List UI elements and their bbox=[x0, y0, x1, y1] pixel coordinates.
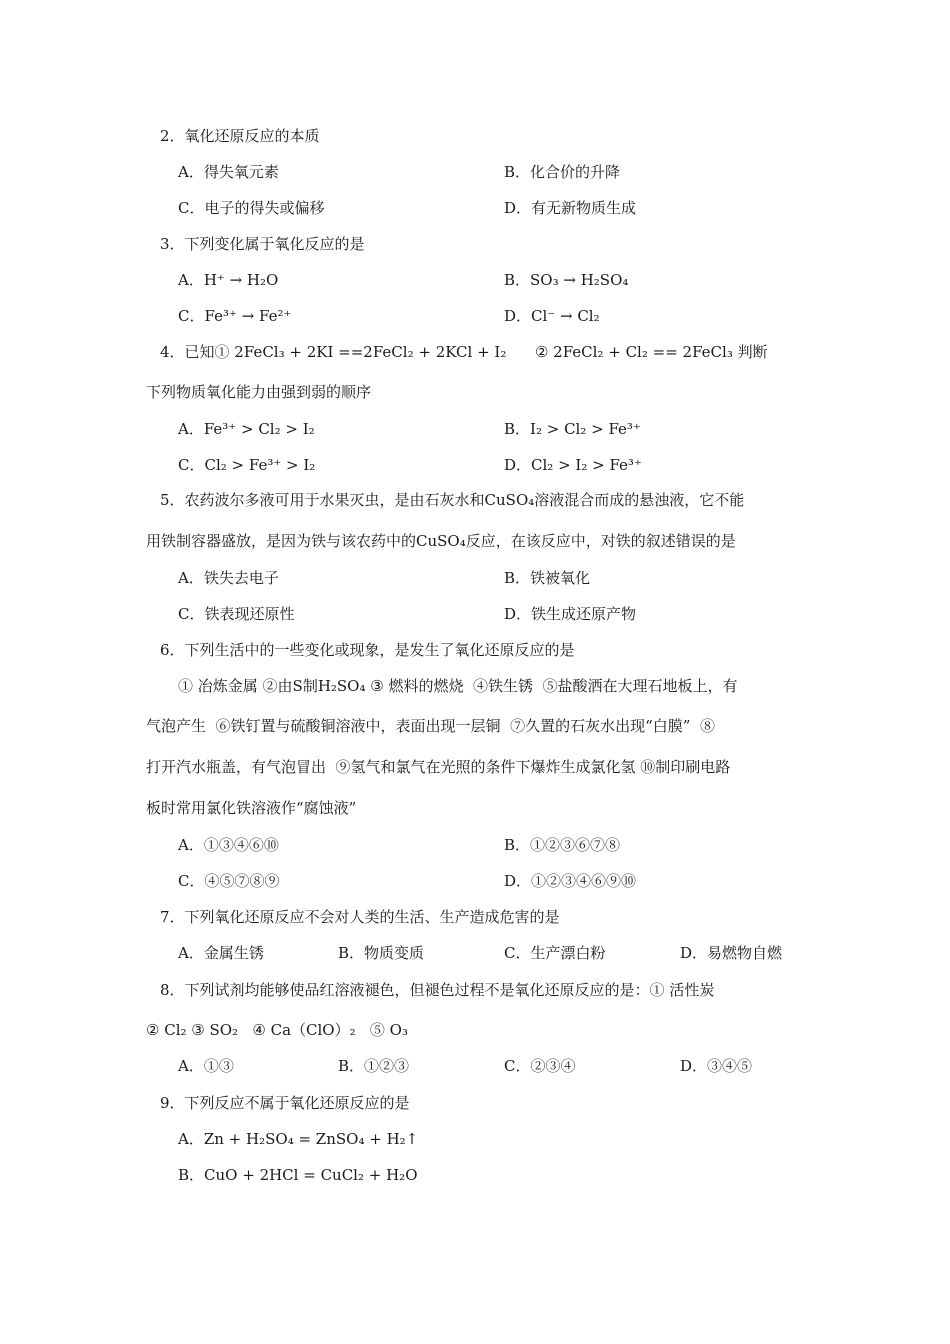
question-8-stem-line2: ② Cl₂ ③ SO₂ ④ Ca（ClO）₂ ⑤ O₃ bbox=[146, 1021, 408, 1039]
question-6-items-line4: 板时常用氯化铁溶液作“腐蚀液” bbox=[146, 799, 357, 817]
question-2-option-c: C．电子的得失或偏移 bbox=[178, 199, 325, 217]
question-8-option-c: C．②③④ bbox=[504, 1057, 576, 1075]
question-4-stem-line1: 4．已知① 2FeCl₃ + 2KI ==2FeCl₂ + 2KCl + I₂ ② 2FeCl₂ + Cl₂ == 2FeCl₃ 判断 bbox=[160, 343, 768, 361]
question-4-option-b: B．I₂ > Cl₂ > Fe³⁺ bbox=[504, 420, 641, 438]
question-5-stem-line1: 5．农药波尔多液可用于水果灭虫，是由石灰水和CuSO₄溶液混合而成的悬浊液，它不能 bbox=[160, 491, 745, 509]
question-2-option-b: B．化合价的升降 bbox=[504, 163, 621, 181]
question-7-stem: 7．下列氧化还原反应不会对人类的生活、生产造成危害的是 bbox=[160, 908, 560, 926]
question-6-items-line2: 气泡产生 ⑥铁钉置与硫酸铜溶液中，表面出现一层铜 ⑦久置的石灰水出现“白膜” ⑧ bbox=[146, 717, 715, 735]
question-3-option-b: B．SO₃ → H₂SO₄ bbox=[504, 271, 629, 289]
question-4-option-d: D．Cl₂ > I₂ > Fe³⁺ bbox=[504, 456, 642, 474]
question-8-option-a: A．①③ bbox=[178, 1057, 234, 1075]
question-3-option-a: A．H⁺ → H₂O bbox=[178, 271, 279, 289]
question-8-option-b: B．①②③ bbox=[338, 1057, 410, 1075]
question-4-option-a: A．Fe³⁺ > Cl₂ > I₂ bbox=[178, 420, 315, 438]
question-6-option-c: C．④⑤⑦⑧⑨ bbox=[178, 872, 280, 890]
question-6-option-b: B．①②③⑥⑦⑧ bbox=[504, 836, 621, 854]
question-2-option-d: D．有无新物质生成 bbox=[504, 199, 637, 217]
question-4-option-c: C．Cl₂ > Fe³⁺ > I₂ bbox=[178, 456, 316, 474]
question-7-option-a: A．金属生锈 bbox=[178, 944, 264, 962]
question-4-stem-line2: 下列物质氧化能力由强到弱的顺序 bbox=[146, 383, 372, 401]
question-7-option-d: D．易燃物自燃 bbox=[680, 944, 783, 962]
question-7-option-b: B．物质变质 bbox=[338, 944, 425, 962]
question-5-stem-line2: 用铁制容器盛放，是因为铁与该农药中的CuSO₄反应，在该反应中，对铁的叙述错误的是 bbox=[146, 532, 736, 550]
question-6-option-d: D．①②③④⑥⑨⑩ bbox=[504, 872, 637, 890]
question-9-option-a: A．Zn + H₂SO₄ = ZnSO₄ + H₂↑ bbox=[178, 1130, 419, 1148]
question-5-option-c: C．铁表现还原性 bbox=[178, 605, 295, 623]
question-2-stem: 2．氧化还原反应的本质 bbox=[160, 127, 320, 145]
question-9-stem: 9．下列反应不属于氧化还原反应的是 bbox=[160, 1094, 410, 1112]
question-3-stem: 3．下列变化属于氧化反应的是 bbox=[160, 235, 365, 253]
question-8-option-d: D．③④⑤ bbox=[680, 1057, 753, 1075]
question-3-option-d: D．Cl⁻ → Cl₂ bbox=[504, 307, 600, 325]
question-2-option-a: A．得失氧元素 bbox=[178, 163, 279, 181]
question-5-option-a: A．铁失去电子 bbox=[178, 569, 279, 587]
question-6-items-line3: 打开汽水瓶盖，有气泡冒出 ⑨氢气和氯气在光照的条件下爆炸生成氯化氢 ⑩制印刷电路 bbox=[146, 758, 731, 776]
question-9-option-b: B．CuO + 2HCl = CuCl₂ + H₂O bbox=[178, 1166, 418, 1184]
question-5-option-b: B．铁被氧化 bbox=[504, 569, 591, 587]
question-8-stem-line1: 8．下列试剂均能够使品红溶液褪色，但褪色过程不是氧化还原反应的是：① 活性炭 bbox=[160, 981, 715, 999]
question-5-option-d: D．铁生成还原产物 bbox=[504, 605, 637, 623]
question-3-option-c: C．Fe³⁺ → Fe²⁺ bbox=[178, 307, 292, 325]
question-6-option-a: A．①③④⑥⑩ bbox=[178, 836, 279, 854]
question-6-items-line1: ① 冶炼金属 ②由S制H₂SO₄ ③ 燃料的燃烧 ④铁生锈 ⑤盐酸洒在大理石地板上，有 bbox=[178, 677, 738, 695]
question-7-option-c: C．生产漂白粉 bbox=[504, 944, 606, 962]
question-6-stem: 6．下列生活中的一些变化或现象，是发生了氧化还原反应的是 bbox=[160, 641, 575, 659]
